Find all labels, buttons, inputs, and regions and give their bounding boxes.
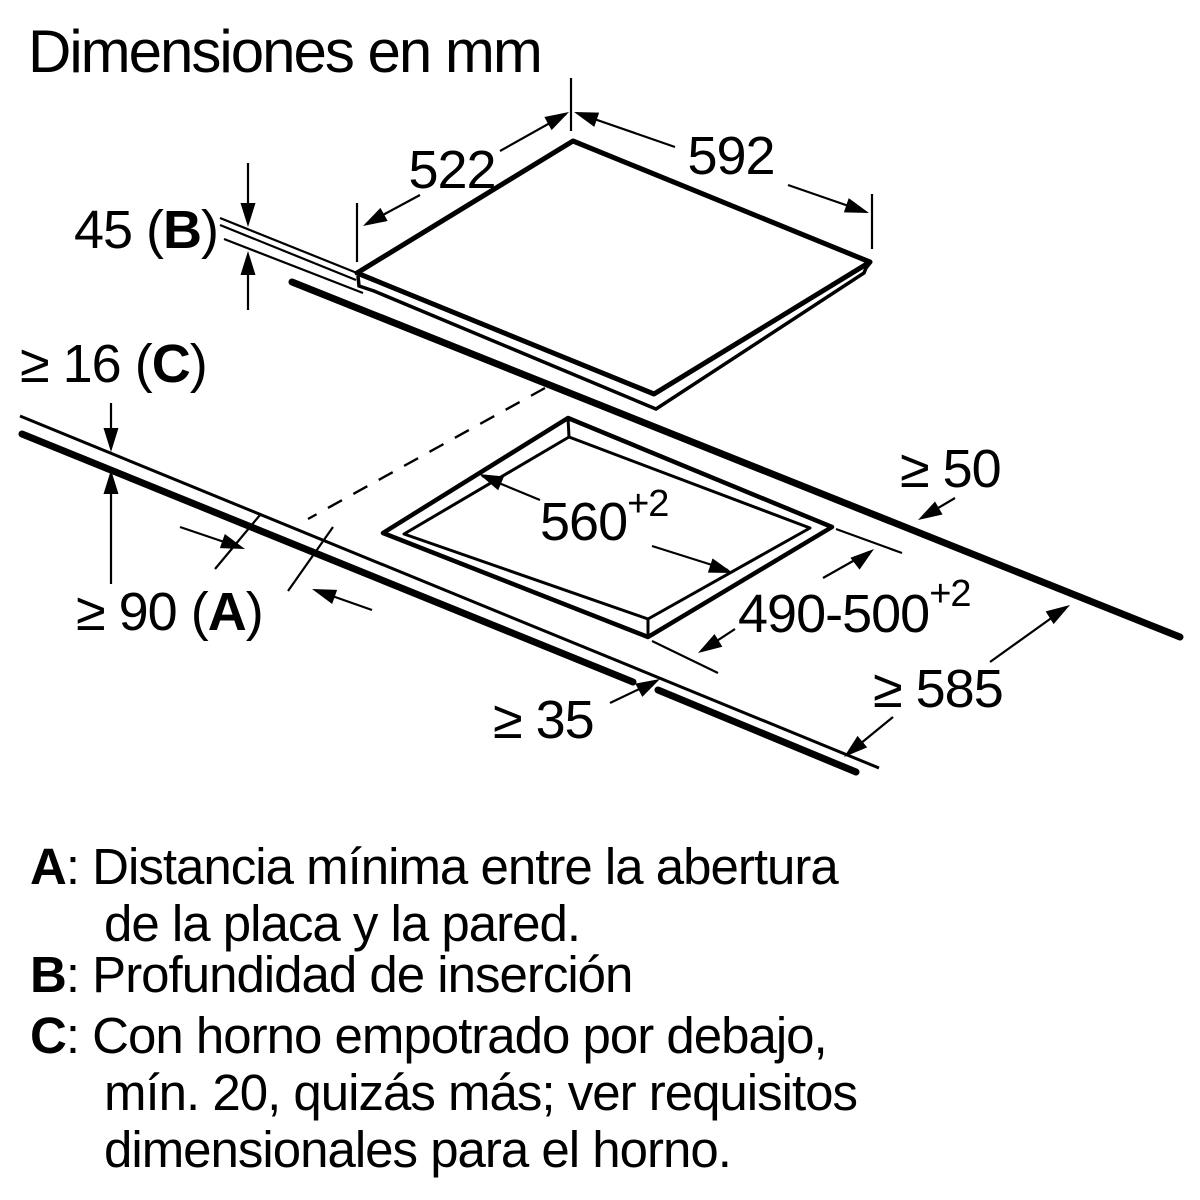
legend-line-a1: A: Distancia mínima entre la abertura (30, 838, 838, 895)
legend-line-c2: mín. 20, quizás más; ver requisitos (104, 1064, 857, 1121)
dim-90-label: ≥ 90 (A) (76, 582, 263, 642)
dim-585-label: ≥ 585 (873, 659, 1003, 719)
dim-50-label: ≥ 50 (900, 439, 1001, 499)
dim-16-lines (104, 403, 119, 584)
dim-35-label: ≥ 35 (493, 690, 594, 750)
dim-50-lines (914, 498, 955, 526)
legend-line-b1: B: Profundidad de inserción (30, 946, 633, 1003)
dim-16-label: ≥ 16 (C) (20, 334, 207, 394)
legend-line-c3: dimensionales para el horno. (104, 1121, 731, 1178)
dim-522-label: 522 (408, 140, 496, 200)
dim-560-label: $560^{+2}$ (540, 483, 669, 552)
legend-line-a2: de la placa y la pared. (104, 895, 580, 952)
legend (30, 838, 857, 1178)
legend-line-c1: C: Con horno empotrado por debajo, (30, 1007, 827, 1064)
dim-592-label: 592 (687, 126, 775, 186)
dim-45-label: 45 (B) (73, 200, 218, 260)
page-title: Dimensiones en mm (28, 18, 541, 85)
dim-490-500-label: $490-500^{+2}$ (738, 573, 971, 644)
